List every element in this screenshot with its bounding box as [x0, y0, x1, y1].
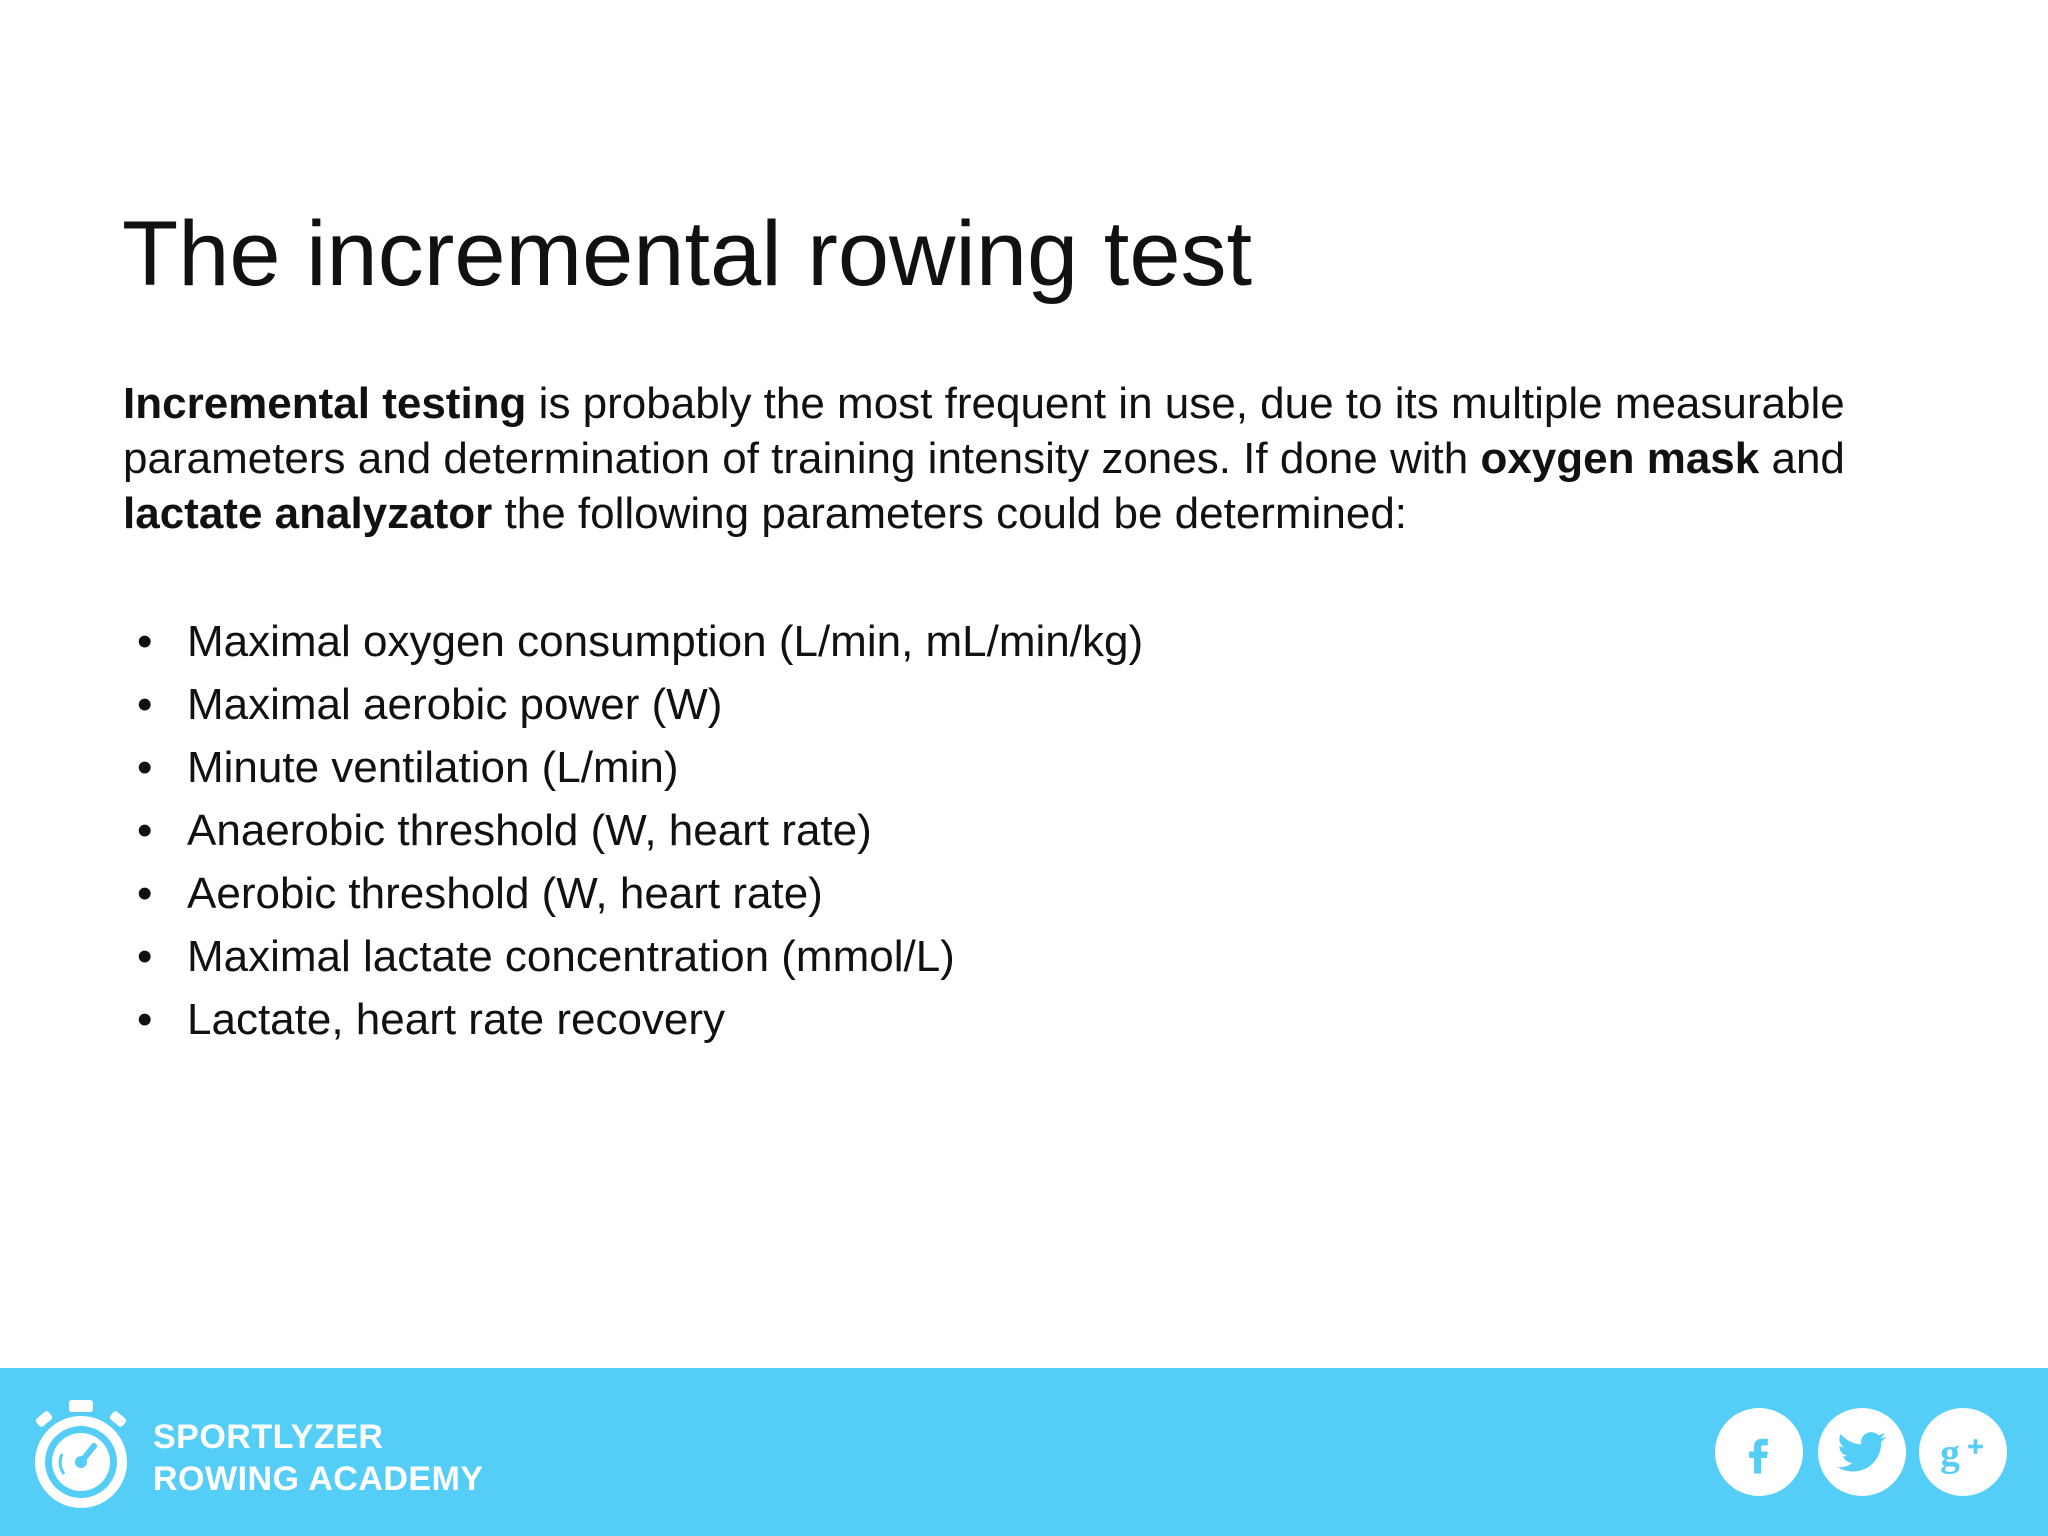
- list-item: [123, 610, 1143, 673]
- list-item-text: Anaerobic threshold (W, heart rate): [187, 806, 872, 855]
- twitter-icon: [1836, 1430, 1888, 1474]
- intro-text-3: the following parameters could be determined:: [492, 489, 1408, 538]
- parameter-list: [123, 610, 1143, 1051]
- google-plus-icon: [1938, 1430, 1988, 1474]
- list-item-text: Lactate, heart rate recovery: [187, 995, 726, 1044]
- facebook-button[interactable]: [1715, 1408, 1803, 1496]
- intro-text-1: is probably the most frequent in use, due to its multiple measurable parameters and determination of training intensity zones. If done with: [123, 379, 1845, 483]
- brand-line-2: ROWING ACADEMY: [153, 1460, 484, 1498]
- intro-paragraph: [123, 376, 1923, 541]
- list-item-text: Maximal lactate concentration (mmol/L): [187, 932, 955, 981]
- list-item-text: Minute ventilation (L/min): [187, 743, 679, 792]
- list-item-text: Aerobic threshold (W, heart rate): [187, 869, 823, 918]
- brand-line-1: SPORTLYZER: [153, 1418, 384, 1456]
- bullet-dot: •: [137, 995, 153, 1044]
- list-item: [123, 799, 1143, 862]
- intro-bold-incremental-testing: Incremental testing: [123, 379, 527, 428]
- list-item: [123, 988, 1143, 1051]
- bullet-dot: •: [137, 869, 153, 918]
- list-item-text: Maximal oxygen consumption (L/min, mL/min/kg): [187, 617, 1144, 666]
- bullet-dot: •: [137, 617, 153, 666]
- list-item: [123, 673, 1143, 736]
- stopwatch-icon: [26, 1398, 136, 1514]
- intro-text-2: and: [1759, 434, 1845, 483]
- bullet-dot: •: [137, 743, 153, 792]
- bullet-dot: •: [137, 680, 153, 729]
- facebook-icon: [1737, 1430, 1781, 1474]
- slide-title: The incremental rowing test: [122, 203, 1253, 305]
- list-item: [123, 862, 1143, 925]
- twitter-button[interactable]: [1818, 1408, 1906, 1496]
- list-item: [123, 736, 1143, 799]
- intro-bold-oxygen-mask: oxygen mask: [1480, 434, 1760, 483]
- bullet-dot: •: [137, 806, 153, 855]
- list-item: [123, 925, 1143, 988]
- intro-bold-lactate-analyzator: lactate analyzator: [123, 489, 493, 538]
- bullet-dot: •: [137, 932, 153, 981]
- brand-name: [153, 1416, 484, 1500]
- svg-text:g: g: [1940, 1430, 1960, 1474]
- footer-bar: [0, 1368, 2048, 1536]
- google-plus-button[interactable]: [1919, 1408, 2007, 1496]
- list-item-text: Maximal aerobic power (W): [187, 680, 723, 729]
